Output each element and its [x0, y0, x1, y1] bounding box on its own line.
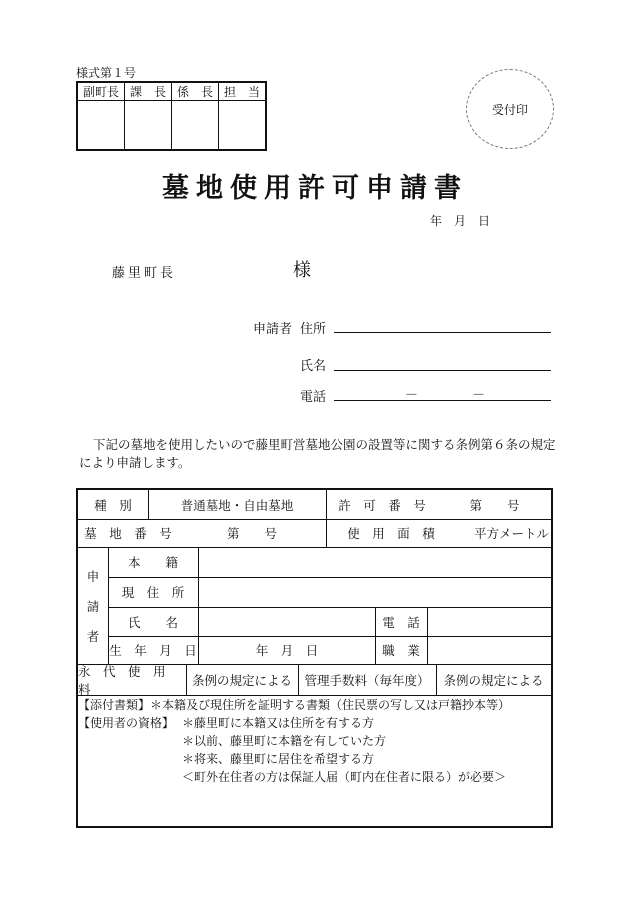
stamp-header-section-chief: 課 長	[125, 82, 172, 101]
stamp-header-staff: 担 当	[218, 82, 266, 101]
birthdate-label: 生 年 月 日	[109, 643, 197, 658]
perpetual-fee-value: 条例の規定による	[191, 672, 292, 688]
applicant-vertical-2: 請	[86, 599, 100, 614]
address-field[interactable]	[334, 332, 551, 333]
attachment-text: ＊本籍及び現住所を証明する書類（住民票の写し又は戸籍抄本等）	[150, 698, 511, 712]
management-fee-value: 条例の規定による	[443, 672, 544, 688]
stamp-header-vice-mayor: 副町長	[77, 82, 125, 101]
qualification-2: ＊以前、藤里町に本籍を有していた方	[182, 734, 387, 748]
honseki-label: 本 籍	[127, 555, 178, 570]
phone-row-field[interactable]	[428, 607, 551, 636]
address-label: 住所	[300, 322, 327, 337]
stamp-box-chief[interactable]	[171, 101, 218, 151]
type-value[interactable]: 普通墓地・自由墓地	[180, 497, 294, 513]
addressee: 藤里町長	[112, 266, 177, 281]
area-value[interactable]: 平方メートル	[473, 526, 549, 541]
area-label: 使 用 面 積	[347, 526, 435, 541]
approval-stamp-table	[76, 81, 267, 151]
receipt-stamp-circle	[466, 69, 554, 149]
current-address-field[interactable]	[199, 577, 551, 607]
name-row-field[interactable]	[199, 607, 375, 636]
perpetual-fee-label: 永 代 使 用 料	[78, 663, 179, 697]
guarantor-note: ＜町外在住者の方は保証人届（町内在住者に限る）が必要＞	[182, 770, 507, 784]
phone-label: 電話	[300, 390, 327, 405]
phone-field[interactable]	[334, 400, 551, 401]
phone-separator-2: －	[472, 388, 486, 403]
applicant-vertical-1: 申	[86, 569, 100, 584]
plot-number-value[interactable]: 第 号	[226, 526, 277, 541]
occupation-label: 職 業	[382, 643, 420, 658]
attachment-note	[78, 697, 510, 713]
name-row-label: 氏 名	[127, 614, 178, 630]
date-line: 年 月 日	[430, 214, 491, 228]
permit-number-label: 許 可 番 号	[338, 497, 426, 513]
qualification-label: 【使用者の資格】	[78, 716, 175, 730]
honseki-field[interactable]	[199, 547, 551, 577]
name-label: 氏名	[300, 359, 327, 374]
current-address-label: 現 住 所	[121, 585, 185, 600]
occupation-field[interactable]	[428, 636, 551, 664]
stamp-box-staff[interactable]	[218, 101, 266, 151]
qualification-1: ＊藤里町に本籍又は住所を有する方	[182, 716, 375, 730]
phone-separator-1: －	[405, 388, 419, 403]
permit-number-value[interactable]: 第 号	[469, 497, 520, 513]
receipt-stamp-label: 受付印	[491, 102, 528, 117]
applicant-vertical-3: 者	[86, 629, 100, 644]
honorific: 様	[293, 260, 311, 281]
phone-row-label: 電 話	[382, 614, 420, 630]
stamp-box-vice-mayor[interactable]	[77, 101, 125, 151]
form-number: 様式第１号	[76, 66, 137, 80]
application-statement: 下記の墓地を使用したいので藤里町営墓地公園の設置等に関する条例第６条の規定により申請します。	[79, 437, 556, 470]
stamp-box-section-chief[interactable]	[125, 101, 172, 151]
applicant-label: 申請者	[253, 322, 293, 337]
type-label: 種 別	[94, 497, 132, 513]
management-fee-label: 管理手数料（毎年度）	[304, 672, 430, 688]
name-field[interactable]	[334, 370, 551, 371]
application-details-table	[76, 488, 553, 828]
document-title: 墓地使用許可申請書	[162, 173, 468, 204]
birthdate-field[interactable]: 年 月 日	[255, 643, 319, 658]
plot-number-label: 墓 地 番 号	[84, 526, 172, 541]
qualification-3: ＊将来、藤里町に居住を希望する方	[182, 752, 375, 766]
attachment-label: 【添付書類】	[78, 698, 151, 712]
stamp-header-chief: 係 長	[171, 82, 218, 101]
